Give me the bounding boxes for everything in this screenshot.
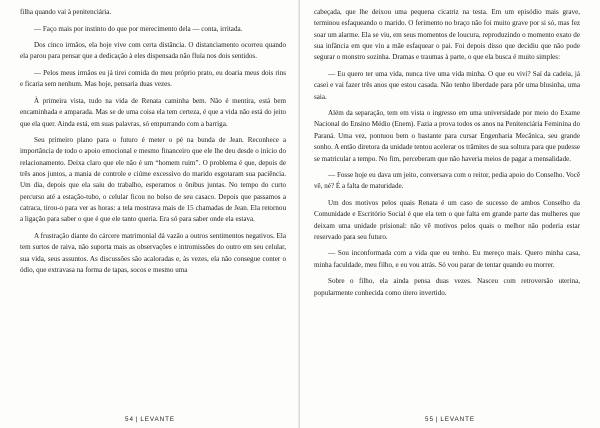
paragraph: cabeçada, que lhe deixou uma pequena cicatriz na testa. Em um episódio mais grave, terminou esfaqueando o marido. O ferimento no braço não foi muito grave por si só, mas fez soar um alarme. Ela se viu, em seus momentos de loucura, reproduzindo o momento exato de sua infância em que viu a mãe esfaquear o pai. Foi depois disso que decidiu que não pode segurar o monstro sozinha. Dramas e traumas à parte, o que ela busca é muito simples:	[314, 8, 580, 62]
paragraph: — Fosse hoje eu dava um jeito, conversava com o reitor, pedia apoio do Conselho. Você vê, né? É a falta de maturidade.	[314, 171, 580, 191]
paragraph: — Faço mais por instinto do que por merecimento dela — conta, irritada.	[34, 24, 243, 33]
page-number: 54	[125, 416, 134, 423]
folio-separator: |	[435, 416, 439, 423]
book-title: LEVANTE	[140, 416, 175, 423]
paragraph: filha quando vai à penitenciária.	[20, 8, 112, 16]
paragraph: Dos cinco irmãos, ela hoje vive com certa distância. O distanciamento ocorreu quando ela parou para pensar que a dedicação à eles dispensada não fluía nos dois sentidos.	[20, 41, 286, 61]
left-page-text	[20, 7, 286, 276]
paragraph: Seu primeiro plano para o futuro é meter o pé na bunda de Jean. Reconhece a importância de todo o apoio emocional e mesmo financeiro que ele lhe deu desde o início do relacionamento. Deixa claro que ele não é um “homem ruim”. O problema é que, depois de três anos juntos, a mania de controle e ciúme excessivo do marido esgotaram sua paciência. Um dia, depois que ela saiu do trabalho, esperamos o ônibus juntas. No tempo do curto percurso até a estação-tubo, o celular ficou no bolso de seu casaco. Depois que passamos a catraca, tirou-o para ver as horas: a tela mostrava mais de 15 chamadas de Jean. Ela retornou a ligação para saber o que é que ele tanto queria. Era só para saber onde ela estava.	[20, 136, 286, 224]
book-title: LEVANTE	[440, 416, 475, 423]
right-page	[300, 0, 600, 428]
folio-separator: |	[135, 416, 139, 423]
page-number: 55	[425, 416, 434, 423]
page-footer	[300, 416, 600, 423]
right-page-text	[314, 7, 580, 299]
paragraph: A frustração diante do cárcere matrimonial dá vazão a outros sentimentos negativos. Ela tem surtos de raiva, não suporta mais as observações e intromissões do outro em seu celular, sua vida, seus assuntos. As discussões são acaloradas e, às vezes, ela não consegue conter o ódio, que extravasa na forma de tapas, socos e mesmo uma	[20, 231, 286, 274]
paragraph: — Sou inconformada com a vida que eu tenho. Eu mereço mais. Quero minha casa, minha faculdade, meu filho, e eu vou atrás. Só vou parar de tentar quando eu morrer.	[314, 249, 580, 269]
paragraph: Sobre o filho, ela ainda pensa duas vezes. Nasceu com retroversão uterina, popularmente conhecida como útero invertido.	[314, 277, 580, 297]
page-footer	[0, 416, 300, 423]
paragraph: — Pelos meus irmãos eu já tirei comida do meu próprio prato, eu doaria meus dois rins e ficaria sem nenhum. Mas hoje, pensaria duas vezes.	[20, 68, 286, 89]
paragraph: Um dos motivos pelos quais Renata é um caso de sucesso de ambos Conselho da Comunidade e Escritório Social é que ela tem o que falta em grande parte das mulheres que deixam uma unidade prisional: não vê motivos pelos quais o melhor não poderia estar reservado para seu futuro.	[314, 198, 580, 241]
paragraph: Além da separação, tem em vista o ingresso em uma universidade por meio do Exame Nacional do Ensino Médio (Enem). Fazia a prova todos os anos na Penitenciária Feminina do Paraná. Uma vez, pontuou bem o bastante para cursar Engenharia Mecânica, seu grande sonho. A então diretora da unidade tentou acelerar os trâmites de sua soltura para que pudesse se matricular a tempo. No fim, perceberam que não haveria meios de pagar a mensalidade.	[314, 109, 580, 163]
paragraph: À primeira vista, tudo na vida de Renata caminha bem. Não é mentira, está bem encaminhada e amparada. Mas se de uma coisa ela tem certeza, é que a vida não está do jeito que ela quer. Ainda está, em suas palavras, só empurrando com a barriga.	[20, 96, 286, 128]
paragraph: — Eu quero ter uma vida, nunca tive uma vida minha. O que eu vivi? Saí da cadeia, já casei e vai fazer três anos que estou casada. Não tenho liberdade para pôr uma blusinha, uma saia.	[314, 69, 580, 101]
